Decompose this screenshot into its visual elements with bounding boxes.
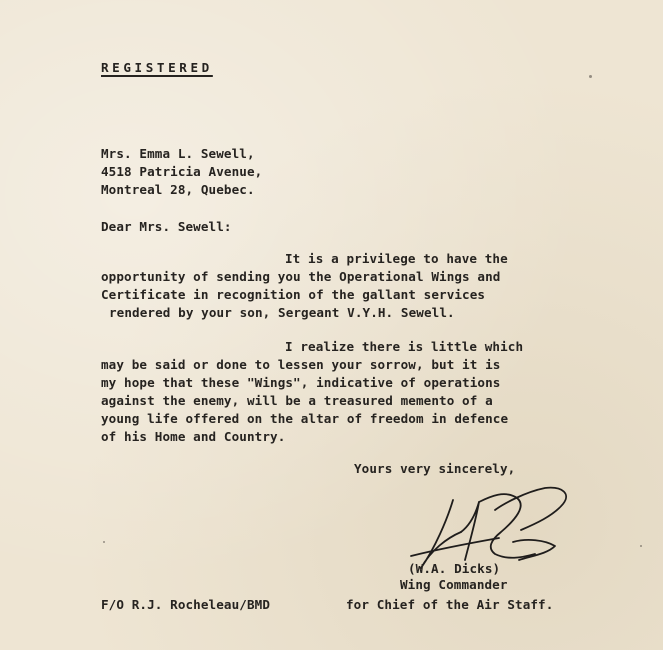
paragraph-2-line: against the enemy, will be a treasured memento of a — [101, 393, 493, 408]
paragraph-2-line: may be said or done to lessen your sorrow, but it is — [101, 357, 501, 372]
paragraph-1-line: It is a privilege to have the — [285, 251, 508, 266]
paper-speck — [589, 75, 592, 78]
signatory-title: Wing Commander — [400, 577, 508, 592]
paragraph-2-line: I realize there is little which — [285, 339, 524, 354]
paragraph-2-line: young life offered on the altar of freedom in defence — [101, 411, 509, 426]
signatory-name: (W.A. Dicks) — [408, 561, 501, 576]
registered-heading: REGISTERED — [101, 60, 213, 75]
paragraph-1-line: Certificate in recognition of the gallant services — [101, 287, 486, 302]
reference-initials: F/O R.J. Rocheleau/BMD — [101, 597, 271, 612]
paragraph-2-line: of his Home and Country. — [101, 429, 286, 444]
paragraph-1-line: opportunity of sending you the Operational Wings and — [101, 269, 501, 284]
paper-speck — [640, 545, 642, 547]
closing: Yours very sincerely, — [354, 461, 516, 476]
for-chief-line: for Chief of the Air Staff. — [346, 597, 554, 612]
recipient-name: Mrs. Emma L. Sewell, — [101, 146, 255, 161]
paper-speck — [103, 541, 105, 543]
recipient-city: Montreal 28, Quebec. — [101, 182, 255, 197]
recipient-street: 4518 Patricia Avenue, — [101, 164, 263, 179]
paragraph-1-line: rendered by your son, Sergeant V.Y.H. Sewell. — [109, 305, 455, 320]
salutation: Dear Mrs. Sewell: — [101, 219, 232, 234]
paragraph-2-line: my hope that these "Wings", indicative of operations — [101, 375, 501, 390]
